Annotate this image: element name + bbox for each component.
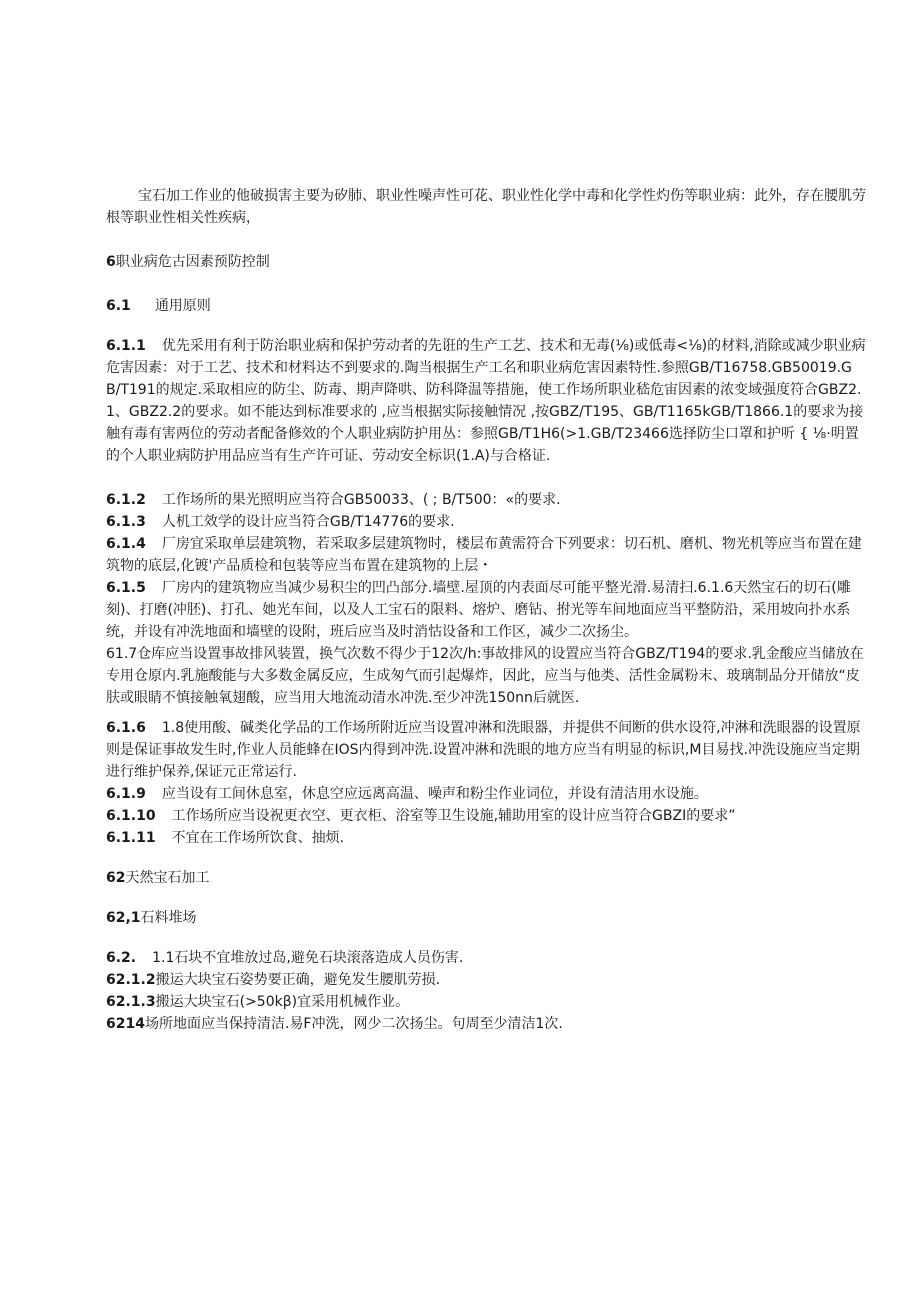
clause-6-1-9 <box>106 783 866 805</box>
clause-number: 6.1.6 <box>106 720 146 736</box>
clause-text: 工作场所应当设祝更衣空、更衣柜、浴室等卫生设施,辅助用室的设计应当符合GBZI的要求” <box>171 808 736 824</box>
clause-text: 应当设有工间休息室，休息空应远离高温、噪声和粉尘作业词位，并设有清洁用水设施。 <box>161 786 708 802</box>
clause-number: 6.1.11 <box>106 830 156 846</box>
clause-6-1-5 <box>106 577 866 643</box>
clause-number: 6.1.4 <box>106 536 146 552</box>
clause-text: 场所地面应当保持清洁.易F冲洗，网少二次扬尘。句周至少清洁1次. <box>144 1016 563 1032</box>
section-6-title: 职业病危古因素预防控制 <box>115 254 270 270</box>
clause-text: 优先采用有利于防治职业病和保护劳动者的先诳的生产工艺、技术和无毒(⅛)或低毒<⅛)的材料,消除或减少职业病危害因素：对于工艺、技术和材料达不到要求的.陶当根据生产工名和职业病危害因素特性.参照GB/T16758.GB50019.GB/T191的规定.采取相应的防尘、防毒、期声降哄、防科降温等措施，使工作场所职业嵇危宙因素的浓变域强度符合GBZ2.1、GBZ2.2的要求。如不能达到标准要求的 ,应当根据实际接触情况 ,按GBZ/T195、GB/T1165kGB/T1866.1的要求为接触有毒有害两位的劳动者配备修效的个人职业病防护用丛：参照GB/T1H6(>1.GB/T23466选择防尘口罩和护听 { ⅛·明置的个人职业病防护用品应当有生产许可证、劳动安全标识(1.A)与合格证. <box>106 338 866 464</box>
clause-6-1-2 <box>106 489 866 511</box>
clause-number: 6.1.1 <box>106 338 146 354</box>
clause-text: 人机工效学的设计应当符合GB/T14776的要求. <box>161 514 455 530</box>
section-6-2-number: 62 <box>106 870 126 886</box>
clause-6-1-10 <box>106 805 866 827</box>
section-6-number: 6 <box>106 254 116 270</box>
clause-number: 6.1.10 <box>106 808 156 824</box>
clause-number: 6.1.9 <box>106 786 146 802</box>
document-page <box>106 185 866 1035</box>
clause-number: 6214 <box>106 1016 145 1032</box>
clause-number: 6.1.3 <box>106 514 146 530</box>
clause-6-2-1-4 <box>106 1013 866 1035</box>
section-6-2-1-title: 石料堆场 <box>140 910 197 926</box>
section-6-1-number: 6.1 <box>106 298 131 314</box>
clause-text: 工作场所的果光照明应当符合GB50033、( ; B/T500：«的要求. <box>161 492 561 508</box>
clause-number: 62.1.3 <box>106 994 156 1010</box>
section-6-2-1-heading <box>106 907 866 929</box>
clause-number: 6.2. <box>106 950 137 966</box>
clause-6-2-1-2 <box>106 969 866 991</box>
clause-text: 厂房内的建筑物应当减少易积尘的凹凸部分.墙壁.屋顶的内表面尽可能平整光滑.易清扫.6.1.6天然宝石的切石(雕刻)、打磨(冲胚)、打孔、她光车间，以及人工宝石的限料、熔炉、磨钻、拊光等车间地面应当平整防沿，采用坡向扑水系统，并设有冲洗地面和墙壁的设附，班后应当及时消怙设备和工作区，减少二次扬尘。 <box>106 580 851 640</box>
clause-text: 1.1石块不宜堆放过岛,避免石块滚落造成人员伤害. <box>152 950 464 966</box>
clause-6-2-1-1 <box>106 947 866 969</box>
section-6-2-1-number: 62,1 <box>106 910 141 926</box>
clause-number: 6.1.5 <box>106 580 146 596</box>
clause-number: 62.1.2 <box>106 972 156 988</box>
clause-6-2-1-3 <box>106 991 866 1013</box>
clause-text: 不宜在工作场所饮食、抽烦. <box>171 830 345 846</box>
clause-number: 6.1.2 <box>106 492 146 508</box>
clause-6-1-4 <box>106 533 866 577</box>
clause-6-1-6 <box>106 717 866 783</box>
section-6-heading <box>106 251 866 273</box>
clause-6-1-11 <box>106 827 866 849</box>
clause-text: 厂房宜采取单层建筑物，若采取多层建筑物时，楼层布黄需符合下列要求：切石机、磨机、物光机等应当布置在建筑物的底层,化镀'产品质检和包装等应当布置在建筑物的上层・ <box>106 536 862 574</box>
intro-paragraph: 宝石加工作业的他破损害主要为矽肺、职业性噪声性可花、职业性化学中毒和化学性灼伤等职业病：此外，存在腰肌劳根等职业性相关性疾病， <box>106 188 866 226</box>
section-6-1-heading <box>106 295 866 317</box>
section-6-2-heading <box>106 867 866 889</box>
clause-text: 搬运大块宝石姿势要正确，避免发生腰肌劳损. <box>155 972 441 988</box>
clause-text: 61.7仓库应当设置事故排风装置，换气次数不得少于12次/h:事故排风的设置应当符合GBZ/T194的要求.乳金酸应当储放在专用仓原内.乳施酸能与大多数金属反应，生成匆气而引起爆炸，因此，应当与他类、活性金属粉末、玻璃制品分开储放“皮肤或眼睛不慎接触氧翅酸，应当用大地流动清水冲洗.至少冲洗150nn后就医. <box>106 646 864 706</box>
clause-6-1-7 <box>106 643 866 709</box>
clause-6-1-1 <box>106 335 866 467</box>
clause-text: 1.8使用酸、碱类化学品的工作场所附近应当设置冲淋和洗眼器，并提供不间断的供水设符,冲淋和洗眼器的设置原则是保证事故发生时,作业人员能蜂在IOS内得到冲洗.设置冲淋和洗眼的地方应当有明显的标识,M目易找.冲洗设施应当定期进行维护保养,保证元正常运行. <box>106 720 861 780</box>
clause-6-1-3 <box>106 511 866 533</box>
clause-text: 搬运大块宝石(>50kβ)宜采用机械作业。 <box>155 994 410 1010</box>
section-6-2-title: 天然宝石加工 <box>125 870 210 886</box>
section-6-1-title: 通用原则 <box>154 298 211 314</box>
